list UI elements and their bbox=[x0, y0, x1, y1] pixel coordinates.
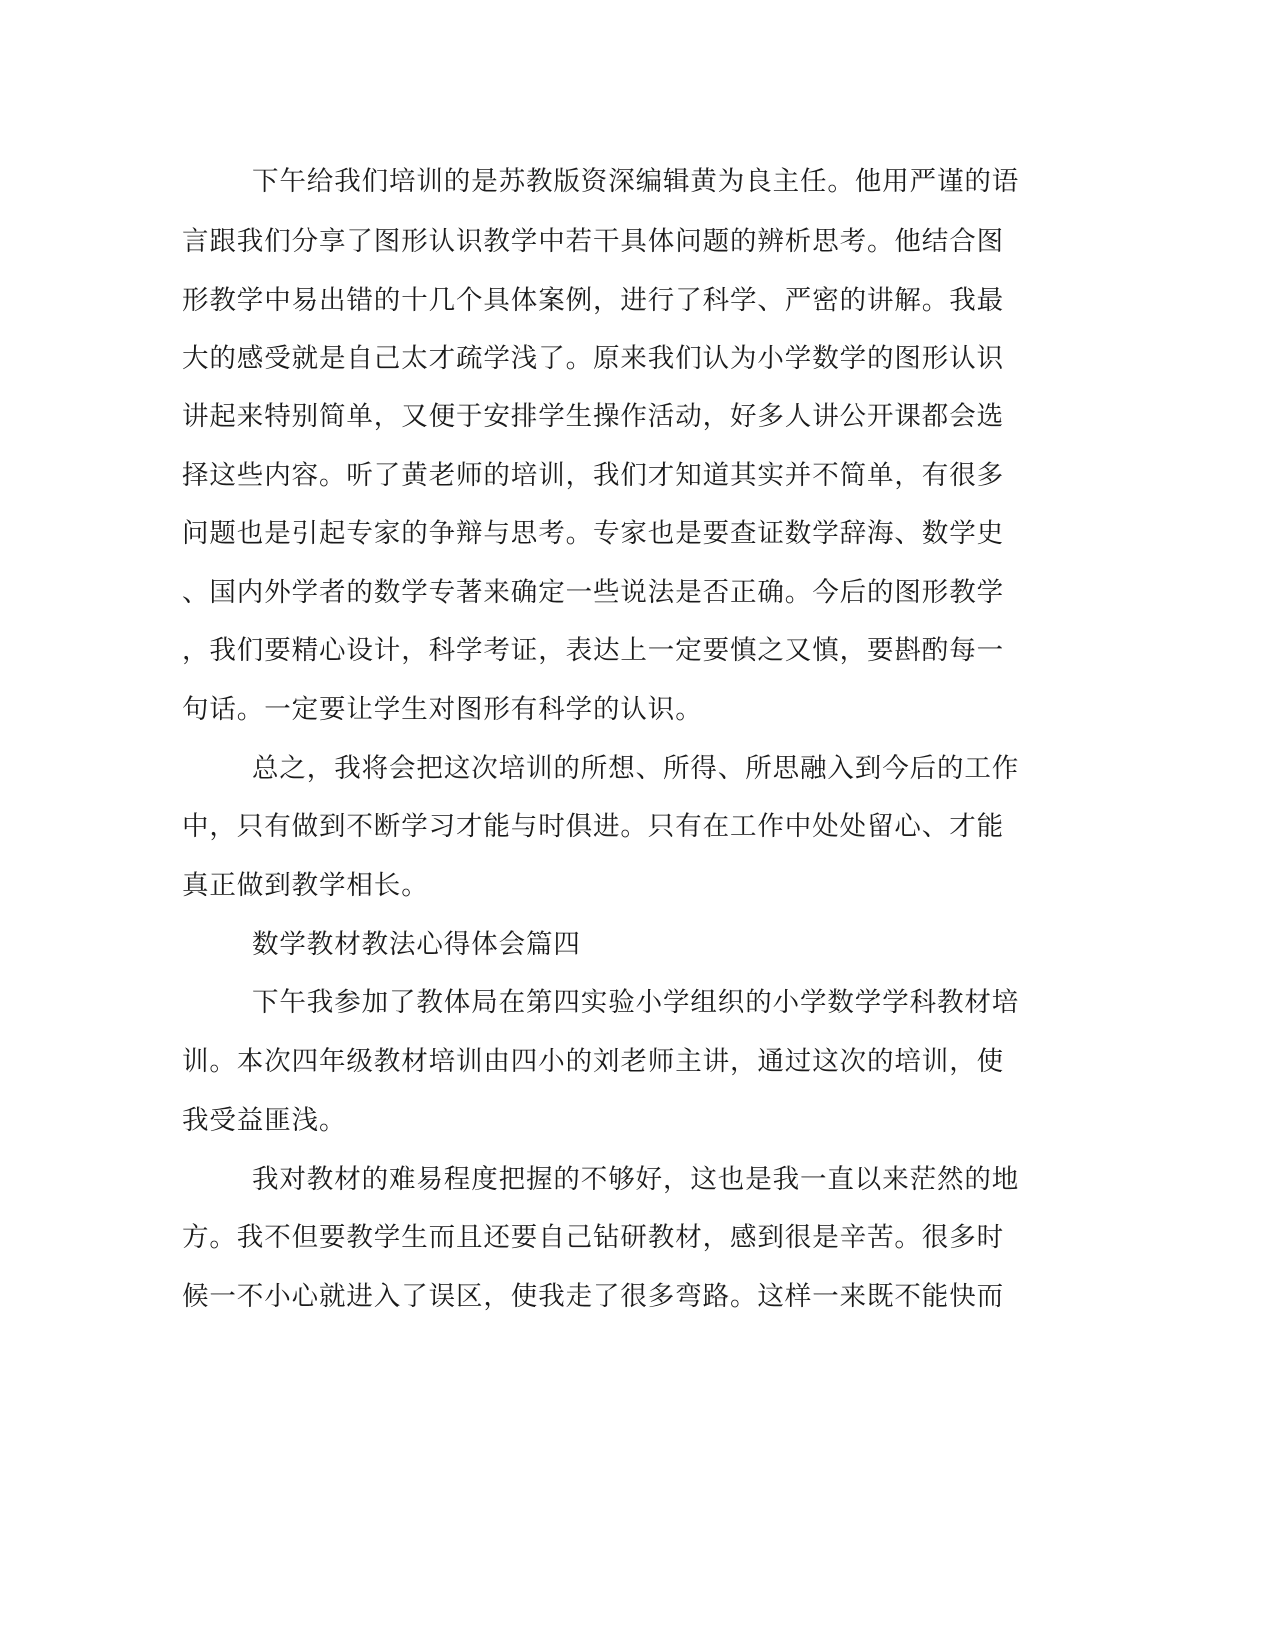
paragraph-line: 总之，我将会把这次培训的所想、所得、所思融入到今后的工作 bbox=[252, 753, 1020, 784]
section-heading: 数学教材教法心得体会篇四 bbox=[252, 929, 581, 960]
paragraph-line: 择这些内容。听了黄老师的培训，我们才知道其实并不简单，有很多 bbox=[182, 460, 1004, 491]
paragraph-line: 、国内外学者的数学专著来确定一些说法是否正确。今后的图形教学 bbox=[182, 577, 1004, 608]
paragraph-line: 形教学中易出错的十几个具体案例，进行了科学、严密的讲解。我最 bbox=[182, 285, 1004, 316]
paragraph-line: 言跟我们分享了图形认识教学中若干具体问题的辨析思考。他结合图 bbox=[182, 226, 1004, 257]
paragraph-line: 下午给我们培训的是苏教版资深编辑黄为良主任。他用严谨的语 bbox=[252, 166, 1020, 197]
paragraph-line: 真正做到教学相长。 bbox=[182, 870, 429, 901]
paragraph-line: 讲起来特别简单，又便于安排学生操作活动，好多人讲公开课都会选 bbox=[182, 401, 1004, 432]
paragraph-line: 候一不小心就进入了误区，使我走了很多弯路。这样一来既不能快而 bbox=[182, 1281, 1004, 1312]
paragraph-line: 中，只有做到不断学习才能与时俱进。只有在工作中处处留心、才能 bbox=[182, 811, 1004, 842]
paragraph-line: 问题也是引起专家的争辩与思考。专家也是要查证数学辞海、数学史 bbox=[182, 518, 1004, 549]
paragraph-line: 句话。一定要让学生对图形有科学的认识。 bbox=[182, 694, 703, 725]
paragraph-line: 训。本次四年级教材培训由四小的刘老师主讲，通过这次的培训，使 bbox=[182, 1046, 1004, 1077]
paragraph-line: 下午我参加了教体局在第四实验小学组织的小学数学学科教材培 bbox=[252, 987, 1020, 1018]
paragraph-line: 我对教材的难易程度把握的不够好，这也是我一直以来茫然的地 bbox=[252, 1164, 1020, 1195]
paragraph-line: ，我们要精心设计，科学考证，表达上一定要慎之又慎，要斟酌每一 bbox=[182, 635, 1004, 666]
paragraph-line: 大的感受就是自己太才疏学浅了。原来我们认为小学数学的图形认识 bbox=[182, 343, 1004, 374]
paragraph-line: 我受益匪浅。 bbox=[182, 1105, 347, 1136]
paragraph-line: 方。我不但要教学生而且还要自己钻研教材，感到很是辛苦。很多时 bbox=[182, 1222, 1004, 1253]
